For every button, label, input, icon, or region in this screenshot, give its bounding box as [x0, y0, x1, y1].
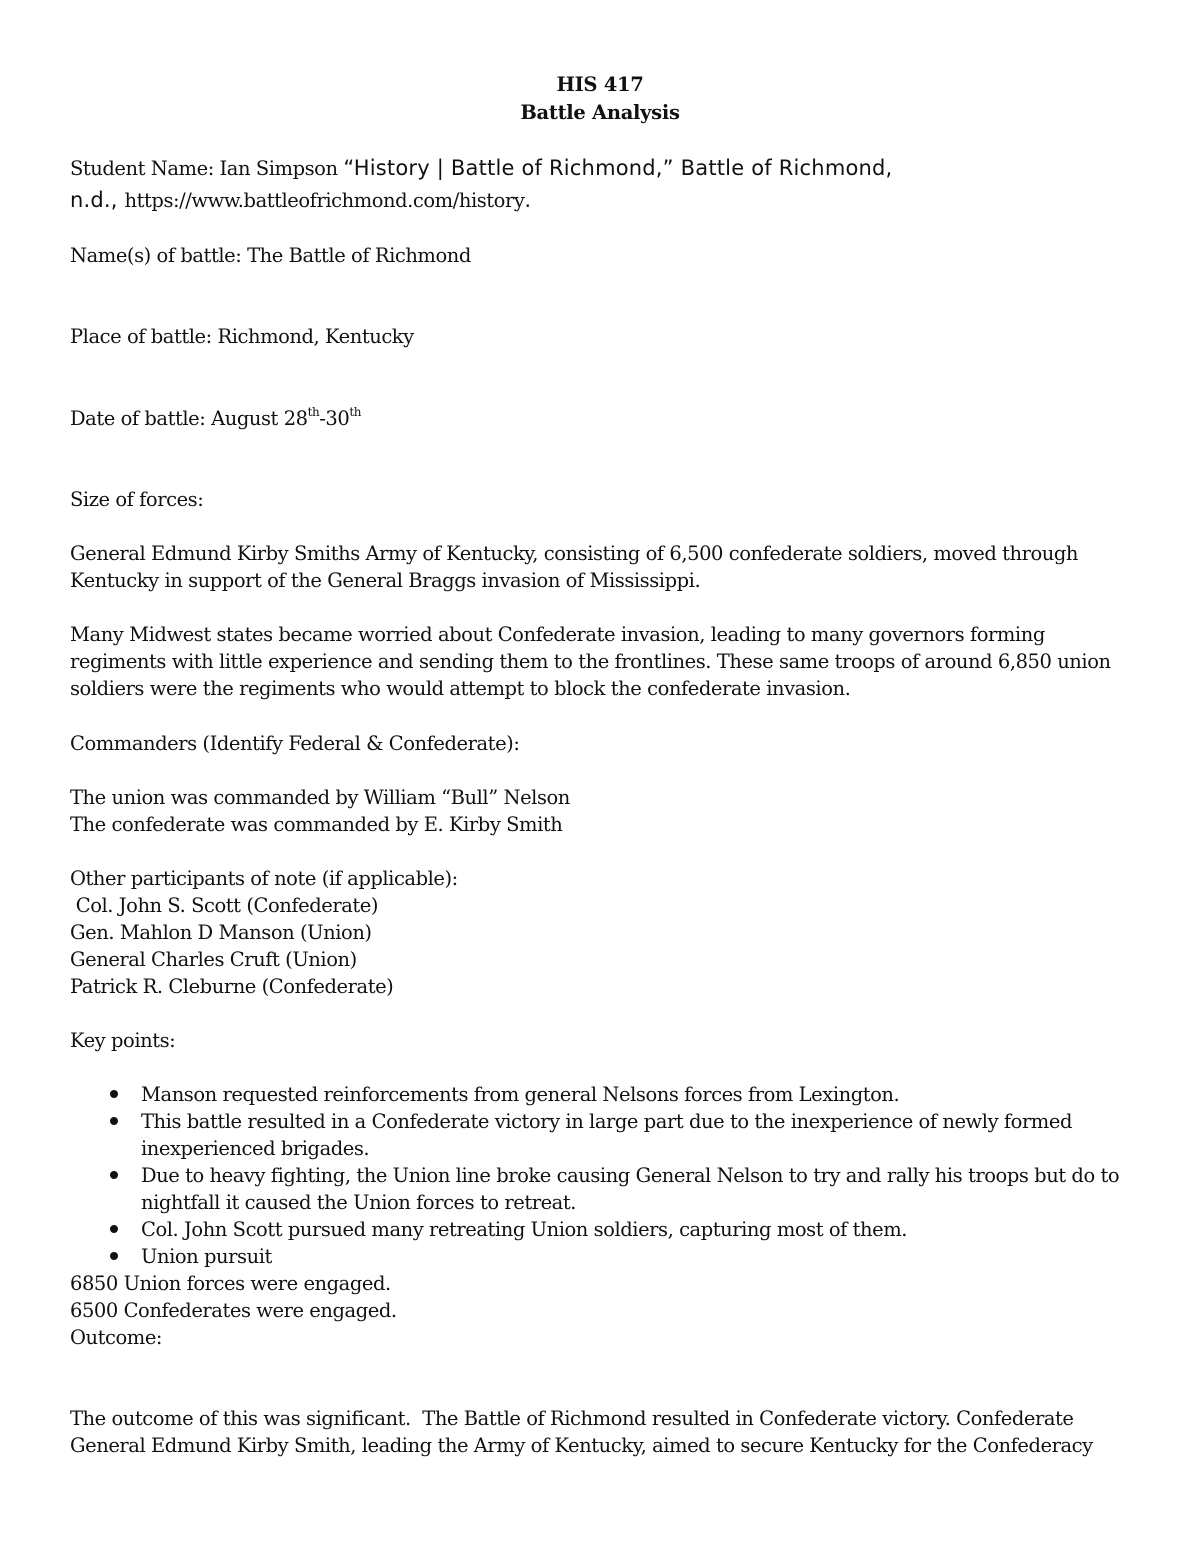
battle-name: Name(s) of battle: The Battle of Richmond: [70, 244, 471, 267]
bullet-icon: [110, 1225, 118, 1233]
size-heading: Size of forces:: [70, 488, 204, 511]
date-prefix: Date of battle: August 28: [70, 407, 308, 430]
keypoint-line: Due to heavy fighting, the Union line broke causing General Nelson to try and rally his troops but do to: [141, 1164, 1120, 1187]
outcome-line: The outcome of this was significant. The Battle of Richmond resulted in Confederate victory. Confederate: [70, 1407, 1074, 1430]
outcome-heading: Outcome:: [70, 1326, 163, 1349]
citation-title: “History | Battle of Richmond,” Battle of Richmond,: [343, 156, 893, 180]
student-name-label: Student Name: Ian Simpson: [70, 157, 344, 180]
battle-date: [70, 405, 361, 432]
keypoint-line: inexperienced brigades.: [141, 1137, 370, 1160]
keypoints-heading: Key points:: [70, 1029, 176, 1052]
participant-item: General Charles Cruft (Union): [70, 948, 357, 971]
keypoint-line: This battle resulted in a Confederate victory in large part due to the inexperience of newly formed: [141, 1110, 1072, 1133]
citation-line-2: [70, 187, 531, 214]
outcome-line: General Edmund Kirby Smith, leading the Army of Kentucky, aimed to secure Kentucky for the Confederacy: [70, 1434, 1093, 1457]
participant-item: Gen. Mahlon D Manson (Union): [70, 921, 372, 944]
date-sup-1: th: [307, 404, 320, 419]
engaged-confederate: 6500 Confederates were engaged.: [70, 1299, 397, 1322]
citation-period: .: [524, 188, 532, 212]
commander-confederate: The confederate was commanded by E. Kirby Smith: [70, 813, 563, 836]
document-title: Battle Analysis: [520, 101, 680, 124]
size-para2-line: Many Midwest states became worried about Confederate invasion, leading to many governors forming: [70, 623, 1045, 646]
bullet-icon: [110, 1117, 118, 1125]
citation-line-1: [70, 155, 892, 182]
keypoint-line: Union pursuit: [141, 1245, 272, 1268]
citation-nd: n.d.,: [70, 188, 125, 212]
commanders-heading: Commanders (Identify Federal & Confederate):: [70, 732, 520, 755]
bullet-icon: [110, 1252, 118, 1260]
course-code: HIS 417: [556, 73, 644, 96]
commander-union: The union was commanded by William “Bull” Nelson: [70, 786, 570, 809]
size-para2-line: regiments with little experience and sending them to the frontlines. These same troops of around 6,850 union: [70, 650, 1111, 673]
participant-item: Col. John S. Scott (Confederate): [70, 894, 379, 917]
keypoint-line: Col. John Scott pursued many retreating Union soldiers, capturing most of them.: [141, 1218, 908, 1241]
engaged-union: 6850 Union forces were engaged.: [70, 1272, 391, 1295]
participant-item: Patrick R. Cleburne (Confederate): [70, 975, 394, 998]
citation-url[interactable]: https://www.battleofrichmond.com/history: [124, 189, 525, 212]
bullet-icon: [110, 1171, 118, 1179]
size-para1-line: General Edmund Kirby Smiths Army of Kentucky, consisting of 6,500 confederate soldiers, moved through: [70, 542, 1079, 565]
keypoint-line: Manson requested reinforcements from general Nelsons forces from Lexington.: [141, 1083, 900, 1106]
battle-place: Place of battle: Richmond, Kentucky: [70, 325, 414, 348]
participants-heading: Other participants of note (if applicable):: [70, 867, 458, 890]
keypoint-line: nightfall it caused the Union forces to retreat.: [141, 1191, 576, 1214]
bullet-icon: [110, 1090, 118, 1098]
size-para2-line: soldiers were the regiments who would attempt to block the confederate invasion.: [70, 677, 851, 700]
date-mid: -30: [319, 407, 350, 430]
date-sup-2: th: [349, 404, 361, 419]
size-para1-line: Kentucky in support of the General Braggs invasion of Mississippi.: [70, 569, 701, 592]
